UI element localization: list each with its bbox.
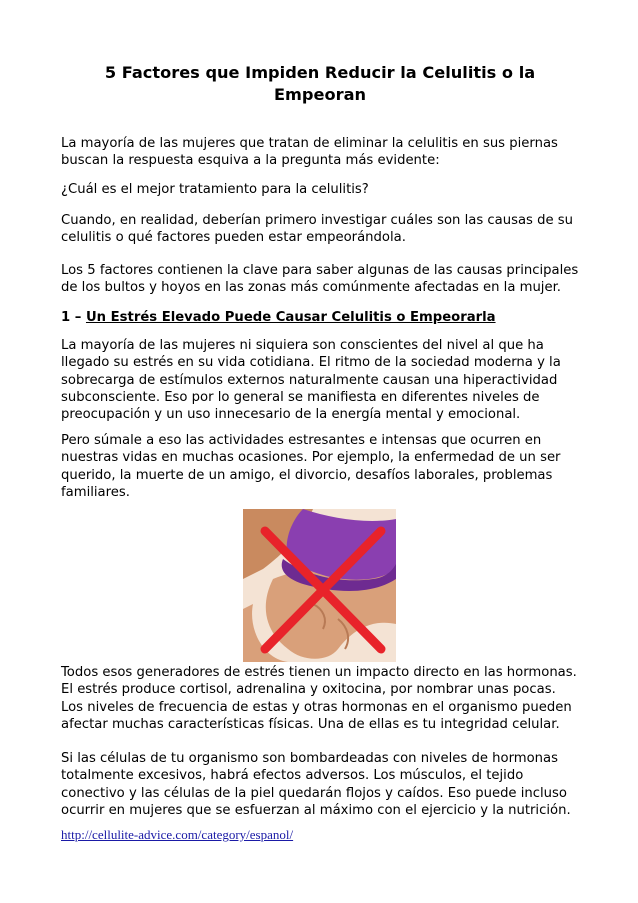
paragraph-factors: Los 5 factores contienen la clave para saber algunas de las causas principales de los bultos y hoyos en las zonas más comúnmente afectadas en la mujer. [61,263,579,296]
page-title: 5 Factores que Impiden Reducir la Celulitis o la Empeoran [104,63,536,104]
paragraph-intro: La mayoría de las mujeres que tratan de eliminar la celulitis en sus piernas buscan la respuesta esquiva a la pregunta más evidente: [61,136,558,169]
paragraph-cells: Si las células de tu organismo son bombardeadas con niveles de hormonas totalmente excesivos, habrá efectos adversos. Los músculos, el tejido conectivo y las células de la piel quedarán flojos y caídos. Eso puede incluso ocurrir en mujeres que se esfuerzan al máximo con el ejercicio y la nutrición. [61,751,571,818]
section-heading-1 [61,309,581,326]
footer-url-link[interactable]: http://cellulite-advice.com/category/espanol/ [61,827,294,842]
paragraph-hormones: Todos esos generadores de estrés tienen un impacto directo en las hormonas. El estrés produce cortisol, adrenalina y oxitocina, por nombrar unas pocas. Los niveles de frecuencia de estas y otras hormonas en el organismo pueden afectar muchas características físicas. Una de ellas es tu integridad celular. [61,665,577,732]
paragraph-question: ¿Cuál es el mejor tratamiento para la celulitis? [61,182,369,197]
paragraph-reality: Cuando, en realidad, deberían primero investigar cuáles son las causas de su celulitis o qué factores pueden estar empeorándola. [61,213,573,246]
paragraph-stress-2: Pero súmale a eso las actividades estresantes e intensas que ocurren en nuestras vidas en muchas ocasiones. Por ejemplo, la enfermedad de un ser querido, la muerte de un amigo, el divorcio, desafíos laborales, problemas familiares. [61,433,561,500]
cellulite-photo [243,509,396,662]
paragraph-stress-1: La mayoría de las mujeres ni siquiera son conscientes del nivel al que ha llegado su estrés en su vida cotidiana. El ritmo de la sociedad moderna y la sobrecarga de estímulos externos naturalmente causan una hiperactividad subconsciente. Eso por lo general se manifiesta en diferentes niveles de preocupación y un uso innecesario de la energía mental y emocional. [61,338,561,423]
section-number: 1 – [61,310,82,325]
section-title-link[interactable]: Un Estrés Elevado Puede Causar Celulitis o Empeorarla [85,310,496,325]
cellulite-photo-icon [243,509,396,662]
